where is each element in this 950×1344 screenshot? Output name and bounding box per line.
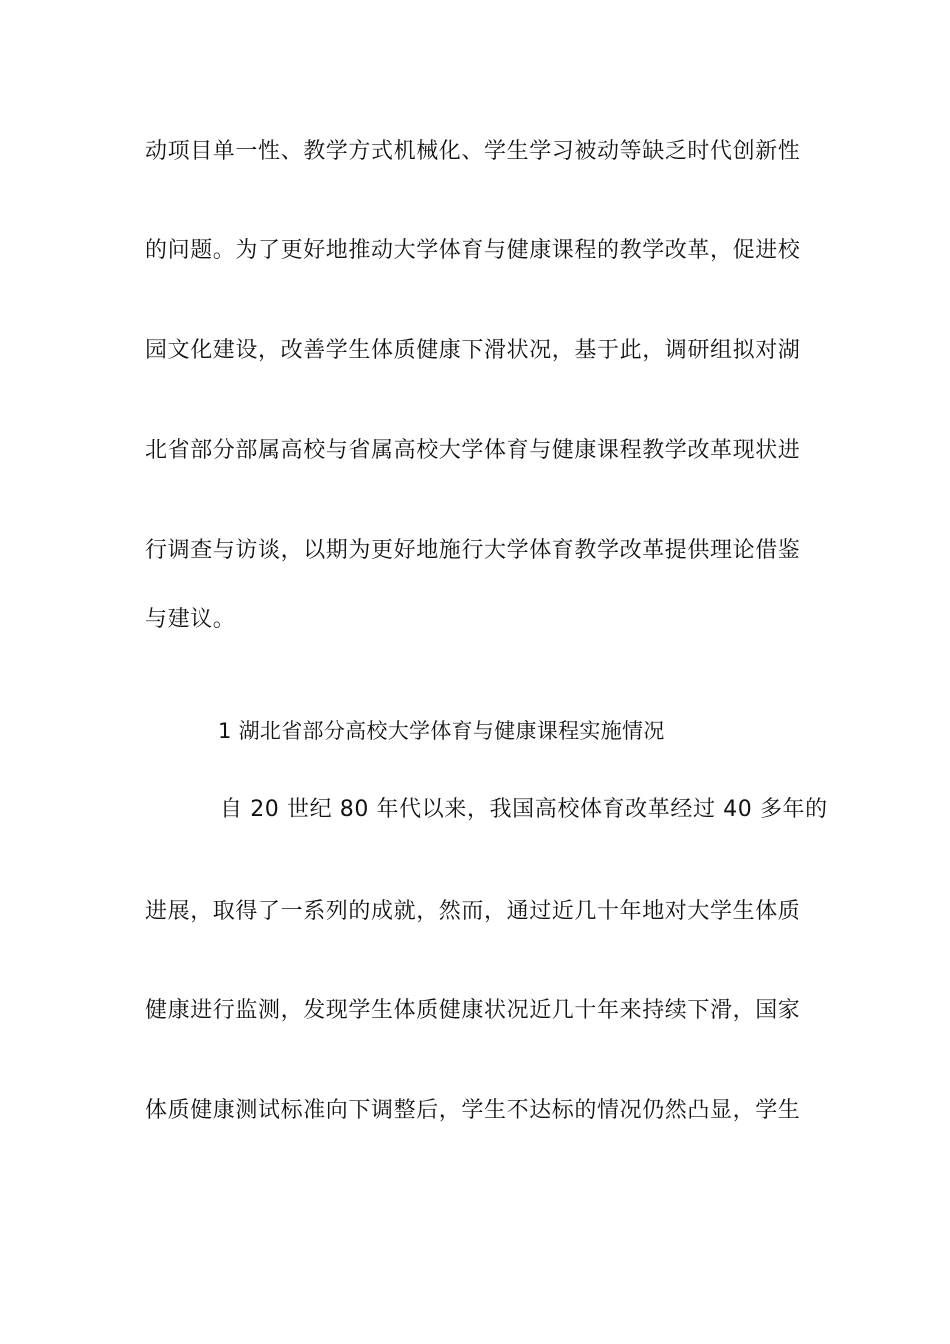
paragraph-line: 的问题。为了更好地推动大学体育与健康课程的教学改革，促进校 xyxy=(145,238,801,263)
paragraph-line: 行调查与访谈，以期为更好地施行大学体育教学改革提供理论借鉴 xyxy=(145,538,801,563)
paragraph-line: 健康进行监测，发现学生体质健康状况近几十年来持续下滑，国家 xyxy=(145,998,801,1023)
paragraph-line: 自 20 世纪 80 年代以来，我国高校体育改革经过 40 多年的 xyxy=(220,797,828,822)
paragraph-line: 动项目单一性、教学方式机械化、学生学习被动等缺乏时代创新性 xyxy=(145,139,801,164)
paragraph-line: 园文化建设，改善学生体质健康下滑状况，基于此，调研组拟对湖 xyxy=(145,338,801,363)
paragraph-line: 北省部分部属高校与省属高校大学体育与健康课程教学改革现状进 xyxy=(145,438,801,463)
section-heading: 1 湖北省部分高校大学体育与健康课程实施情况 xyxy=(218,719,665,743)
paragraph-line: 与建议。 xyxy=(145,607,236,632)
paragraph-line: 进展，取得了一系列的成就，然而，通过近几十年地对大学生体质 xyxy=(145,899,801,924)
paragraph-line: 体质健康测试标准向下调整后，学生不达标的情况仍然凸显，学生 xyxy=(145,1098,801,1123)
